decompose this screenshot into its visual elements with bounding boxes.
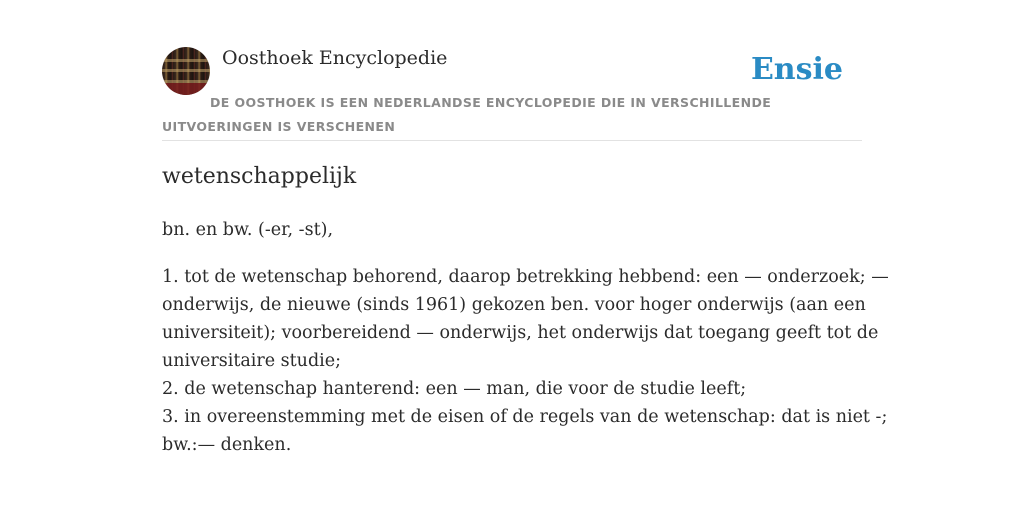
definition-line: bw.:— denken. (162, 435, 292, 455)
definition-line: universitaire studie; (162, 351, 342, 371)
definition-line: universiteit); voorbereidend — onderwijs, het onderwijs dat toegang geeft tot de (162, 323, 879, 343)
entry-card (162, 46, 889, 455)
entry-headword: wetenschappelijk (162, 164, 357, 189)
entry-grammar: bn. en bw. (-er, -st), (162, 220, 334, 240)
definition-line: 1. tot de wetenschap behorend, daarop betrekking hebbend: een — onderzoek; — (162, 267, 889, 287)
definition-line: onderwijs, de nieuwe (sinds 1961) gekozen ben. voor hoger onderwijs (aan een (162, 295, 866, 315)
source-name-link[interactable]: Oosthoek Encyclopedie (222, 47, 448, 69)
definition-line: 3. in overeenstemming met de eisen of de regels van de wetenschap: dat is niet -; (162, 407, 888, 427)
entry-definition (162, 263, 889, 459)
source-header (162, 46, 862, 141)
source-avatar[interactable] (162, 47, 210, 95)
ensie-logo[interactable]: Ensie (750, 52, 843, 87)
source-tagline: DE OOSTHOEK IS EEN NEDERLANDSE ENCYCLOPEDIE DIE IN VERSCHILLENDE UITVOERINGEN IS VERSCHENEN (162, 95, 772, 134)
definition-line: 2. de wetenschap hanterend: een — man, die voor de studie leeft; (162, 379, 747, 399)
